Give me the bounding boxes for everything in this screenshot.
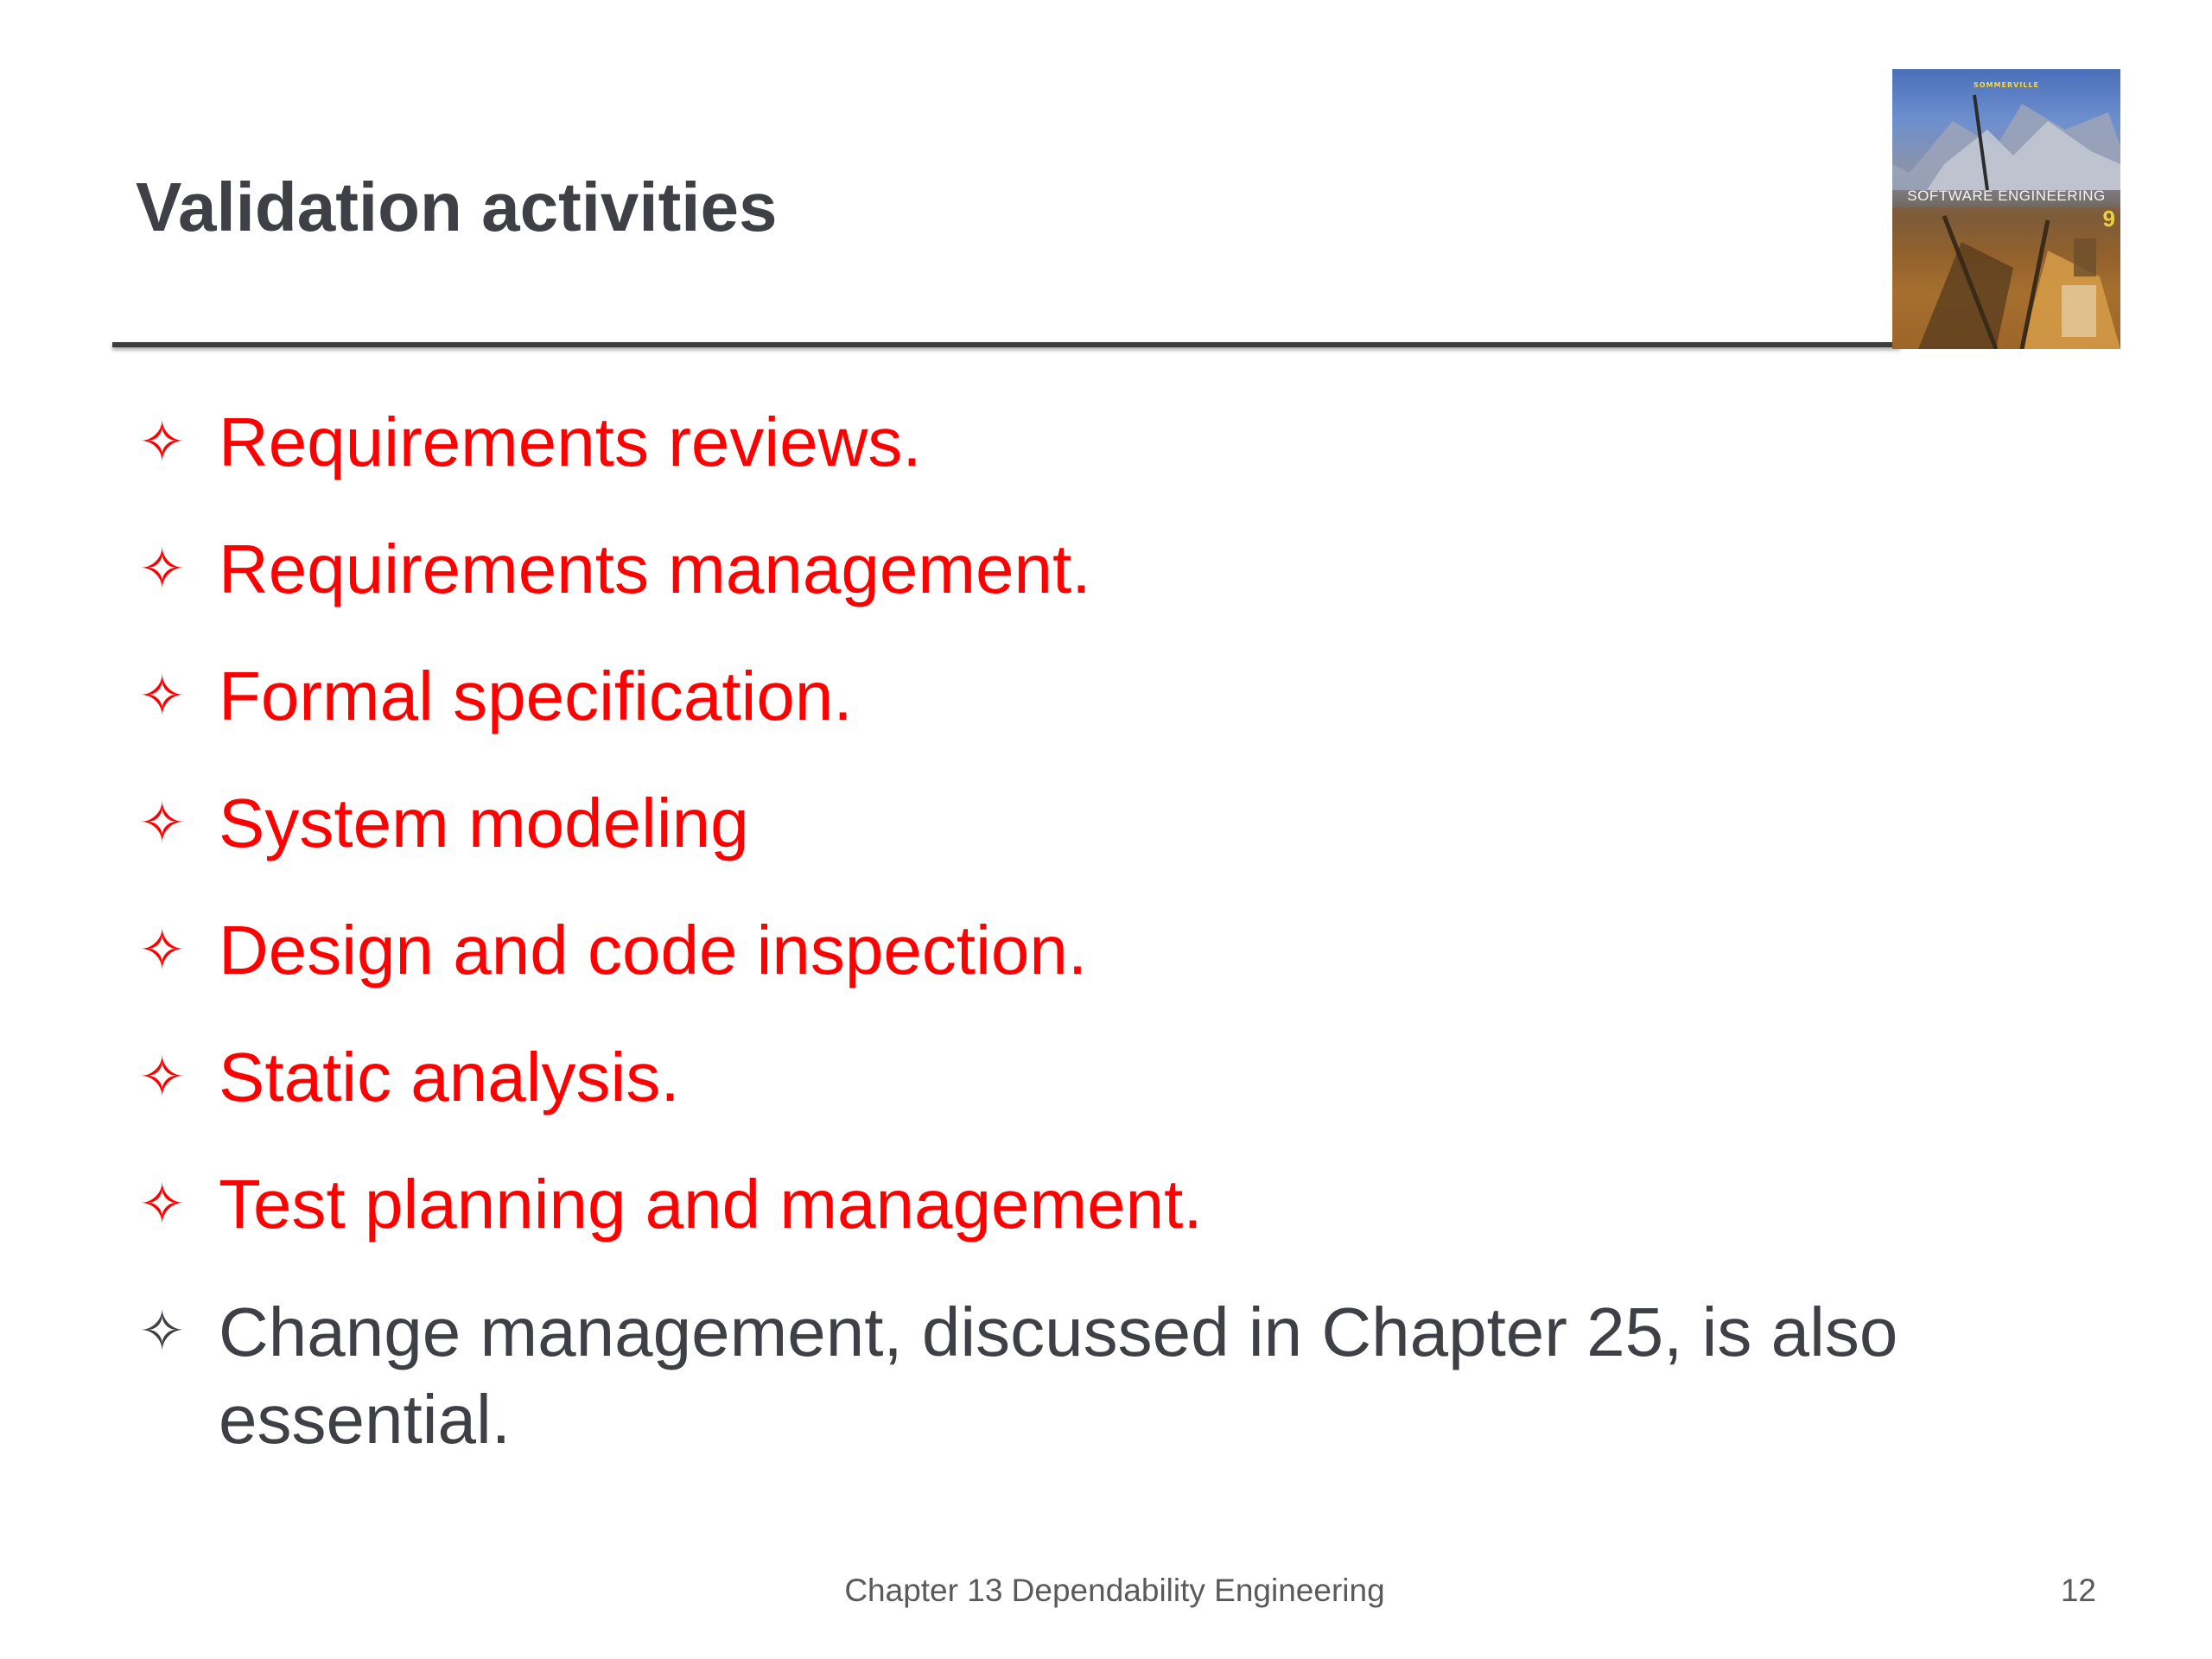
bullet-item	[138, 907, 2091, 994]
star-bullet-icon: ✧	[138, 1171, 187, 1237]
title-divider	[112, 342, 1901, 347]
bullet-text: System modeling	[219, 785, 749, 861]
bullet-item	[138, 1288, 2091, 1463]
building-illustration	[1892, 69, 2120, 349]
star-bullet-icon: ✧	[138, 536, 187, 602]
bullet-text: Static analysis.	[219, 1039, 680, 1116]
star-bullet-icon: ✧	[138, 1044, 187, 1110]
bullet-text: Test planning and management.	[219, 1166, 1203, 1243]
page-number: 12	[2060, 1573, 2096, 1608]
bullet-item	[138, 1161, 2091, 1248]
bullet-item	[138, 1034, 2091, 1121]
book-edition: 9	[2102, 206, 2115, 232]
slide-title: Validation activities	[136, 168, 778, 245]
bullet-text: Design and code inspection.	[219, 912, 1088, 988]
star-bullet-icon: ✧	[138, 1298, 187, 1364]
book-cover-image	[1892, 69, 2120, 349]
star-bullet-icon: ✧	[138, 663, 187, 729]
bullet-item	[138, 526, 2091, 613]
bullet-text: Formal specification.	[219, 658, 853, 734]
slide-footer: Chapter 13 Dependability Engineering	[844, 1573, 1385, 1608]
book-author: SOMMERVILLE	[1974, 81, 2039, 89]
star-bullet-icon: ✧	[138, 917, 187, 983]
book-title: SOFTWARE ENGINEERING	[1907, 188, 2106, 204]
bullet-item	[138, 780, 2091, 867]
star-bullet-icon: ✧	[138, 409, 187, 475]
bullet-item	[138, 653, 2091, 740]
bullet-text: Requirements management.	[219, 531, 1091, 607]
bullet-list	[138, 399, 2091, 1503]
star-bullet-icon: ✧	[138, 790, 187, 856]
bullet-text: Requirements reviews.	[219, 404, 922, 480]
bullet-item	[138, 399, 2091, 486]
bullet-text: Change management, discussed in Chapter 25, is also essential.	[219, 1294, 1898, 1458]
